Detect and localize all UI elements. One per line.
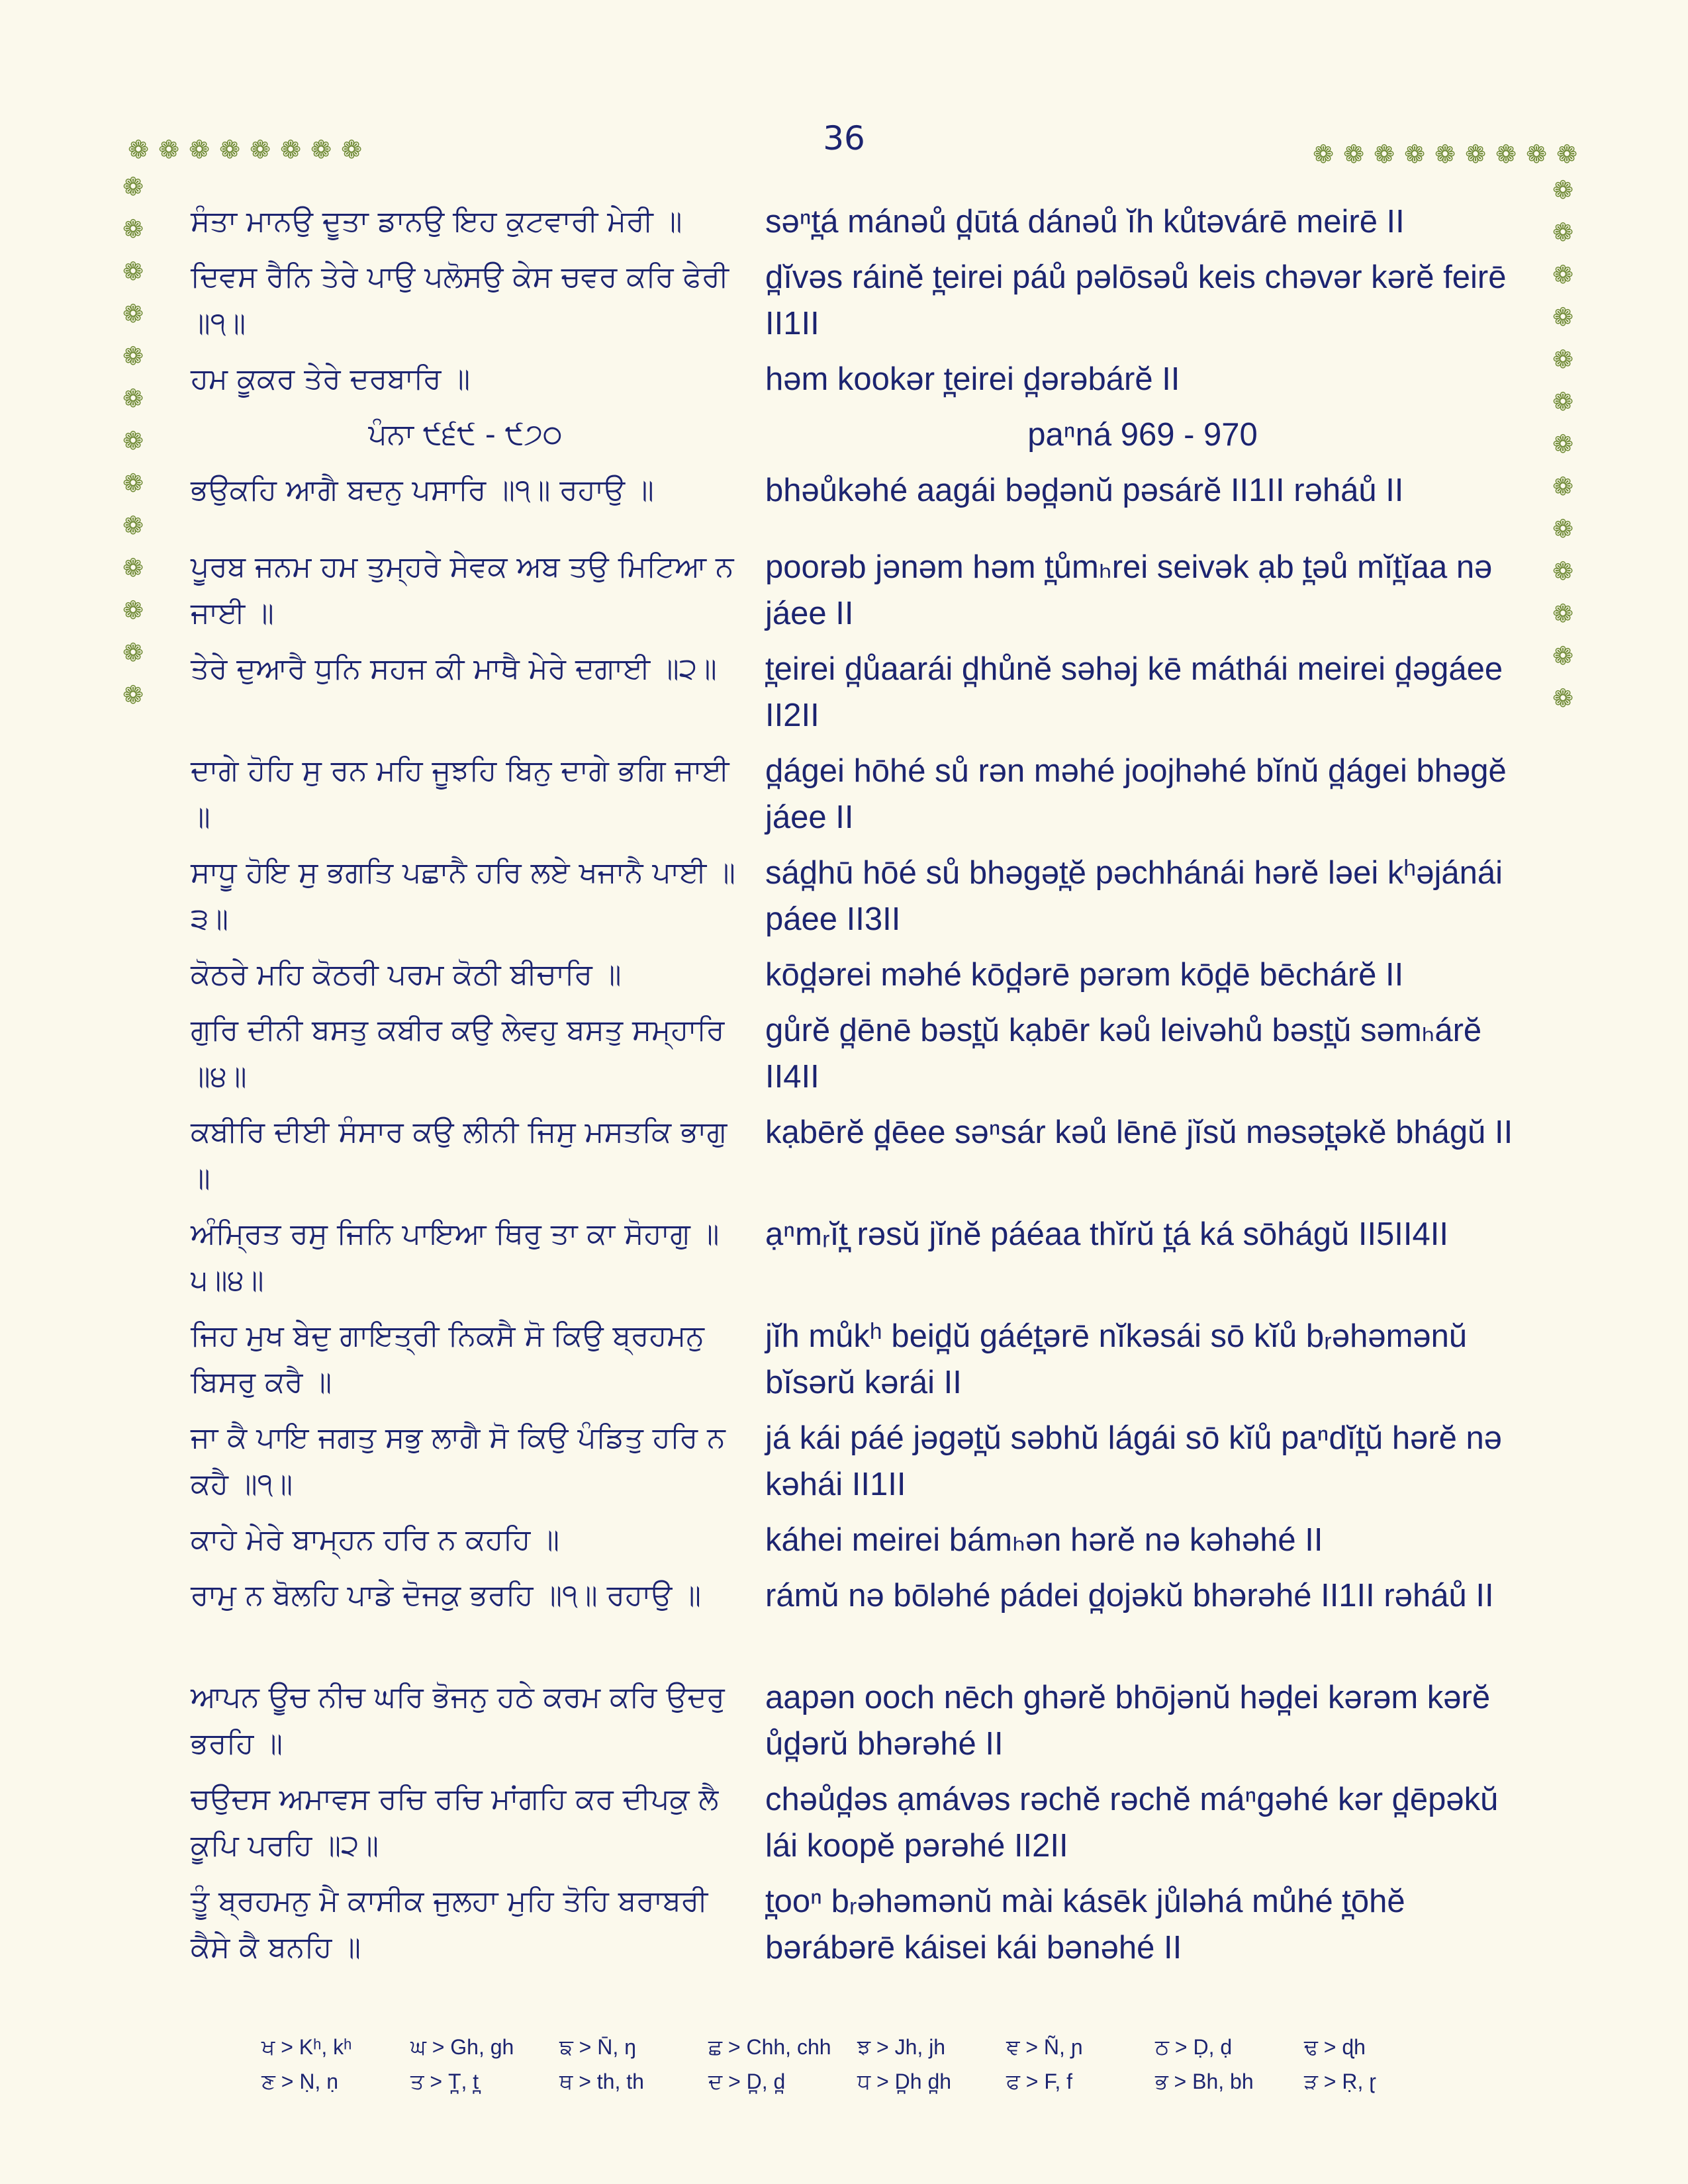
transliteration-line: sád̪hū hōé sů bhəgət̪ĕ pəchhánái hərĕ ləei kʰəjánái páee II3II: [765, 855, 1503, 937]
legend-gurmukhi: ਥ: [559, 2070, 573, 2093]
flower-icon: ❁: [128, 135, 149, 164]
flower-icon: ❁: [158, 135, 179, 164]
legend-roman: N̄, ŋ: [597, 2035, 636, 2059]
gurmukhi-line: ਜਾ ਕੈ ਪਾਇ ਜਗਤੁ ਸਭੁ ਲਾਗੈ ਸੋ ਕਿਉ ਪੰਡਿਤੁ ਹਰਿ ਨ ਕਹੈ ॥੧॥: [191, 1421, 726, 1501]
legend-gurmukhi: ਧ: [857, 2070, 871, 2093]
legend-item: ਥ > th, th: [559, 2070, 644, 2093]
legend-roman: Bh, bh: [1192, 2070, 1254, 2093]
flower-icon: ❁: [1552, 218, 1573, 247]
verse-row: [191, 254, 1528, 347]
transliteration-line: já kái páé jəgət̪ŭ səbhŭ lágái sō kĭů paⁿdĭt̪ŭ hərĕ nə kəhái II1II: [765, 1420, 1503, 1502]
flower-icon: ❁: [122, 511, 144, 540]
legend-roman: F, f: [1044, 2070, 1073, 2093]
gurmukhi-line: ਆਪਨ ਊਚ ਨੀਚ ਘਰਿ ਭੋਜਨੁ ਹਠੇ ਕਰਮ ਕਰਿ ਉਦਰੁ ਭਰਹਿ ॥: [191, 1680, 725, 1760]
transliteration-legend: [261, 2035, 1453, 2104]
legend-roman: Ṛ, ɽ: [1342, 2070, 1376, 2093]
flower-icon: ❁: [1552, 260, 1573, 289]
verse-row: [191, 1415, 1528, 1508]
gurmukhi-line: ਕੋਠਰੇ ਮਹਿ ਕੋਠਰੀ ਪਰਮ ਕੋਠੀ ਬੀਚਾਰਿ ॥: [191, 958, 622, 991]
legend-roman: Ṇ, ṇ: [299, 2070, 338, 2093]
transliteration-line: t̪eirei d̪ůaarái d̪hůnĕ səhəj kē máthái meirei d̪əgáee II2II: [765, 651, 1503, 733]
page-number: 36: [823, 119, 865, 158]
flower-icon: ❁: [122, 680, 144, 709]
flower-icon: ❁: [1552, 430, 1573, 459]
gurmukhi-line: ਤੂੰ ਬ੍ਰਹਮਨੁ ਮੈ ਕਾਸੀਕ ਜੁਲਹਾ ਮੁਹਿ ਤੋਹਿ ਬਰਾਬਰੀ ਕੈਸੇ ਕੈ ਬਨਹਿ ॥: [191, 1884, 708, 1964]
verse-row: [191, 356, 1528, 402]
legend-item: ਭ > Bh, bh: [1155, 2070, 1254, 2093]
transliteration-line: t̪ooⁿ bᵣəhəmənŭ mài kásēk jůləhá můhé t̪ōhĕ bərábərē káisei kái bənəhé II: [765, 1884, 1405, 1966]
legend-gurmukhi: ਤ: [410, 2070, 424, 2093]
legend-roman: T̪, t̪: [447, 2070, 479, 2093]
flower-icon: ❁: [341, 135, 362, 164]
flower-icon: ❁: [122, 553, 144, 582]
gurmukhi-page-range: ਪੰਨਾ ੯੬੯ - ੯੭੦: [368, 418, 563, 451]
flower-icon: ❁: [1552, 641, 1573, 670]
gurmukhi-line: ਕਬੀਰਿ ਦੀਈ ਸੰਸਾਰ ਕਉ ਲੀਨੀ ਜਿਸੁ ਮਸਤਕਿ ਭਾਗੁ ॥: [191, 1115, 727, 1195]
transliteration-line: ạⁿmᵣĭt̪ rəsŭ jĭnĕ páéaa thĭrŭ t̪á ká sōhágŭ II5II4II: [765, 1216, 1449, 1252]
flower-icon: ❁: [1526, 140, 1547, 169]
flower-icon: ❁: [122, 638, 144, 667]
legend-item: ਧ > D̪h d̪h: [857, 2070, 952, 2093]
transliteration-line: rámŭ nə bōləhé pádei d̪ojəkŭ bhərəhé II1II rəháů II: [765, 1578, 1494, 1614]
flower-icon: ❁: [1552, 599, 1573, 628]
flower-icon: ❁: [122, 299, 144, 328]
transliteration-page-range: paⁿná 969 - 970: [1027, 417, 1258, 453]
transliteration-line: kạbērĕ d̪ēee səⁿsár kəů lēnē jĭsŭ məsət̪əkĕ bhágŭ II: [765, 1115, 1513, 1150]
flower-icon: ❁: [219, 135, 240, 164]
flower-icon: ❁: [1434, 140, 1456, 169]
flower-icon: ❁: [1552, 684, 1573, 713]
gurmukhi-line: ਰਾਮੁ ਨ ਬੋਲਹਿ ਪਾਡੇ ਦੋਜਕੁ ਭਰਹਿ ॥੧॥ ਰਹਾਉ ॥: [191, 1578, 702, 1612]
transliteration-line: chəůd̪əs ạmávəs rəchĕ rəchĕ máⁿgəhé kər d̪ēpəkŭ lái koopĕ pərəhé II2II: [765, 1782, 1499, 1864]
verse-row: [191, 646, 1528, 739]
transliteration-line: jĭh můkʰ beid̪ŭ gáét̪ərē nĭkəsái sō kĭů bᵣəhəmənŭ bĭsərŭ kərái II: [765, 1318, 1468, 1400]
transliteration-line: d̪ĭvəs ráinĕ t̪eirei páů pəlōsəů keis chəvər kərĕ feirē II1II: [765, 259, 1507, 341]
flower-icon: ❁: [1552, 302, 1573, 332]
legend-gurmukhi: ਞ: [1006, 2035, 1020, 2059]
verse-row: [191, 1878, 1528, 1971]
transliteration-line: səⁿt̪á mánəů d̪ūtá dánəů ĭh kůtəvárē meirē II: [765, 204, 1405, 240]
flower-icon: ❁: [122, 172, 144, 201]
legend-roman: Ḍ, ḍ: [1193, 2035, 1233, 2059]
legend-roman: Chh, chh: [746, 2035, 831, 2059]
gurmukhi-line: ਜਿਹ ਮੁਖ ਬੇਦੁ ਗਾਇਤ੍ਰੀ ਨਿਕਸੈ ਸੋ ਕਿਉ ਬ੍ਰਹਮਨੁ ਬਿਸਰੁ ਕਰੈ ॥: [191, 1319, 704, 1399]
legend-roman: D̪h d̪h: [894, 2070, 952, 2093]
legend-item: ਣ > Ṇ, ṇ: [261, 2070, 338, 2093]
spacer: [191, 523, 1528, 544]
transliteration-line: gůrĕ d̪ēnē bəst̪ŭ kạbēr kəů leivəhů bəst̪ŭ səmₕárĕ II4II: [765, 1013, 1482, 1095]
flower-icon: ❁: [189, 135, 210, 164]
legend-gurmukhi: ਣ: [261, 2070, 275, 2093]
verse-row: [191, 952, 1528, 998]
legend-item: ਤ > T̪, t̪: [410, 2070, 479, 2093]
verse-table: [191, 199, 1528, 1980]
legend-item: ਛ > Chh, chh: [708, 2035, 831, 2059]
legend-gurmukhi: ਝ: [857, 2035, 871, 2059]
legend-gurmukhi: ਛ: [708, 2035, 722, 2059]
flower-icon: ❁: [122, 596, 144, 625]
flower-icon: ❁: [122, 214, 144, 244]
verse-row: [191, 748, 1528, 841]
flower-icon: ❁: [1404, 140, 1425, 169]
ornament-left: [119, 165, 147, 716]
gurmukhi-line: ਚਉਦਸ ਅਮਾਵਸ ਰਚਿ ਰਚਿ ਮਾਂਗਹਿ ਕਰ ਦੀਪਕੁ ਲੈ ਕੂਪਿ ਪਰਹਿ ॥੨॥: [191, 1782, 719, 1862]
flower-icon: ❁: [1343, 140, 1364, 169]
gurmukhi-line: ਸੰਤਾ ਮਾਨਉ ਦੂਤਾ ਡਾਨਉ ਇਹ ਕੁਟਵਾਰੀ ਮੇਰੀ ॥: [191, 205, 682, 238]
verse-row: [191, 199, 1528, 245]
flower-icon: ❁: [1374, 140, 1395, 169]
verse-row: [191, 467, 1528, 514]
page-range-row: [191, 412, 1528, 458]
legend-item: ਞ > Ñ, ɲ: [1006, 2035, 1083, 2059]
gurmukhi-line: ਭਉਕਹਿ ਆਗੈ ਬਦਨੁ ਪਸਾਰਿ ॥੧॥ ਰਹਾਉ ॥: [191, 473, 654, 507]
ornament-top-left: [123, 136, 367, 163]
verse-row: [191, 850, 1528, 942]
gurmukhi-line: ਕਾਹੇ ਮੇਰੇ ਬਾਮ੍ਹਨ ਹਰਿ ਨ ਕਹਹਿ ॥: [191, 1523, 560, 1557]
flower-icon: ❁: [122, 469, 144, 498]
gurmukhi-line: ਹਮ ਕੂਕਰ ਤੇਰੇ ਦਰਬਾਰਿ ॥: [191, 362, 471, 396]
gurmukhi-line: ਤੇਰੇ ਦੁਆਰੈ ਧੁਨਿ ਸਹਜ ਕੀ ਮਾਥੈ ਮੇਰੇ ਦਗਾਈ ॥੨॥: [191, 652, 717, 686]
gurmukhi-line: ਪੂਰਬ ਜਨਮ ਹਮ ਤੁਮ੍ਹਰੇ ਸੇਵਕ ਅਬ ਤਉ ਮਿਟਿਆ ਨ ਜਾਈ ॥: [191, 550, 734, 630]
legend-roman: Ñ, ɲ: [1043, 2035, 1083, 2059]
verse-row: [191, 1572, 1528, 1665]
legend-item: ਢ > ɖh: [1304, 2035, 1366, 2059]
legend-gurmukhi: ਭ: [1155, 2070, 1168, 2093]
gurmukhi-line: ਦਿਵਸ ਰੈਨਿ ਤੇਰੇ ਪਾਉ ਪਲੋਸਉ ਕੇਸ ਚਵਰ ਕਰਿ ਫੇਰੀ ॥੧॥: [191, 260, 729, 340]
legend-item: ਠ > Ḍ, ḍ: [1155, 2035, 1233, 2059]
gurmukhi-line: ਅੰਮ੍ਰਿਤ ਰਸੁ ਜਿਨਿ ਪਾਇਆ ਥਿਰੁ ਤਾ ਕਾ ਸੋਹਾਗੁ ॥੫॥੪॥: [191, 1217, 720, 1297]
legend-gurmukhi: ਫ: [1006, 2070, 1020, 2093]
ornament-right: [1549, 169, 1577, 719]
gurmukhi-line: ਦਾਗੇ ਹੋਹਿ ਸੁ ਰਨ ਮਹਿ ਜੂਝਹਿ ਬਿਨੁ ਦਾਗੇ ਭਗਿ ਜਾਈ ॥: [191, 754, 729, 834]
flower-icon: ❁: [1552, 557, 1573, 586]
flower-icon: ❁: [1552, 387, 1573, 416]
legend-item: ਝ > Jh, jh: [857, 2035, 946, 2059]
verse-row: [191, 1211, 1528, 1304]
legend-item: ਦ > D̪, d̪: [708, 2070, 786, 2093]
flower-icon: ❁: [122, 384, 144, 413]
verse-row: [191, 1007, 1528, 1100]
transliteration-line: káhei meirei bámₕən hərĕ nə kəhəhé II: [765, 1522, 1323, 1558]
legend-row: [261, 2035, 1453, 2070]
verse-row: [191, 1776, 1528, 1869]
legend-item: ੜ > Ṛ, ɽ: [1304, 2070, 1376, 2093]
flower-icon: ❁: [280, 135, 301, 164]
legend-roman: Jh, jh: [894, 2035, 946, 2059]
flower-icon: ❁: [122, 341, 144, 371]
verse-row: [191, 544, 1528, 637]
verse-row: [191, 1674, 1528, 1767]
legend-gurmukhi: ਘ: [410, 2035, 426, 2059]
flower-icon: ❁: [1552, 175, 1573, 205]
flower-icon: ❁: [1552, 514, 1573, 543]
flower-icon: ❁: [122, 257, 144, 286]
transliteration-line: həm kookər t̪eirei d̪ərəbárĕ II: [765, 361, 1180, 397]
legend-gurmukhi: ਦ: [708, 2070, 723, 2093]
legend-gurmukhi: ਢ: [1304, 2035, 1318, 2059]
flower-icon: ❁: [1552, 472, 1573, 501]
verse-row: [191, 1517, 1528, 1563]
legend-roman: D̪, d̪: [746, 2070, 786, 2093]
gurmukhi-line: ਸਾਧੂ ਹੋਇ ਸੁ ਭਗਤਿ ਪਛਾਨੈ ਹਰਿ ਲਏ ਖਜਾਨੈ ਪਾਈ ॥੩॥: [191, 856, 735, 936]
legend-item: ਙ > N̄, ŋ: [559, 2035, 636, 2059]
transliteration-line: poorəb jənəm həm t̪ůmₕrei seivək ạb t̪əů mĭt̪ĭaa nə jáee II: [765, 549, 1493, 631]
transliteration-line: d̪ágei hōhé sů rən məhé joojhəhé bĭnŭ d̪ágei bhəgĕ jáee II: [765, 753, 1507, 835]
transliteration-line: kōd̪ərei məhé kōd̪ərē pərəm kōd̪ē bēchárĕ II: [765, 957, 1404, 993]
transliteration-line: aapən ooch nēch ghərĕ bhōjənŭ həd̪ei kərəm kərĕ ůd̪ərŭ bhərəhé II: [765, 1680, 1491, 1762]
flower-icon: ❁: [1313, 140, 1334, 169]
legend-gurmukhi: ਙ: [559, 2035, 573, 2059]
legend-row: [261, 2070, 1453, 2104]
legend-gurmukhi: ੜ: [1304, 2070, 1318, 2093]
legend-gurmukhi: ਠ: [1155, 2035, 1170, 2059]
legend-roman: th, th: [596, 2070, 644, 2093]
gurmukhi-line: ਗੁਰਿ ਦੀਨੀ ਬਸਤੁ ਕਬੀਰ ਕਉ ਲੇਵਹੁ ਬਸਤੁ ਸਮ੍ਹਾਰਿ ॥੪॥: [191, 1013, 725, 1093]
legend-roman: Kʰ, kʰ: [299, 2035, 352, 2059]
legend-item: ਖ > Kʰ, kʰ: [261, 2035, 352, 2059]
flower-icon: ❁: [310, 135, 332, 164]
flower-icon: ❁: [250, 135, 271, 164]
verse-row: [191, 1109, 1528, 1202]
flower-icon: ❁: [1556, 140, 1577, 169]
verse-row: [191, 1313, 1528, 1406]
legend-item: ਘ > Gh, gh: [410, 2035, 514, 2059]
transliteration-line: bhəůkəhé aagái bəd̪ənŭ pəsárĕ II1II rəháů II: [765, 473, 1404, 508]
ornament-top-right: [1308, 140, 1582, 168]
flower-icon: ❁: [1552, 345, 1573, 374]
flower-icon: ❁: [1465, 140, 1486, 169]
flower-icon: ❁: [1495, 140, 1517, 169]
legend-roman: Gh, gh: [450, 2035, 514, 2059]
legend-roman: ɖh: [1342, 2035, 1366, 2059]
flower-icon: ❁: [122, 426, 144, 455]
legend-item: ਫ > F, f: [1006, 2070, 1073, 2093]
legend-gurmukhi: ਖ: [261, 2035, 275, 2059]
